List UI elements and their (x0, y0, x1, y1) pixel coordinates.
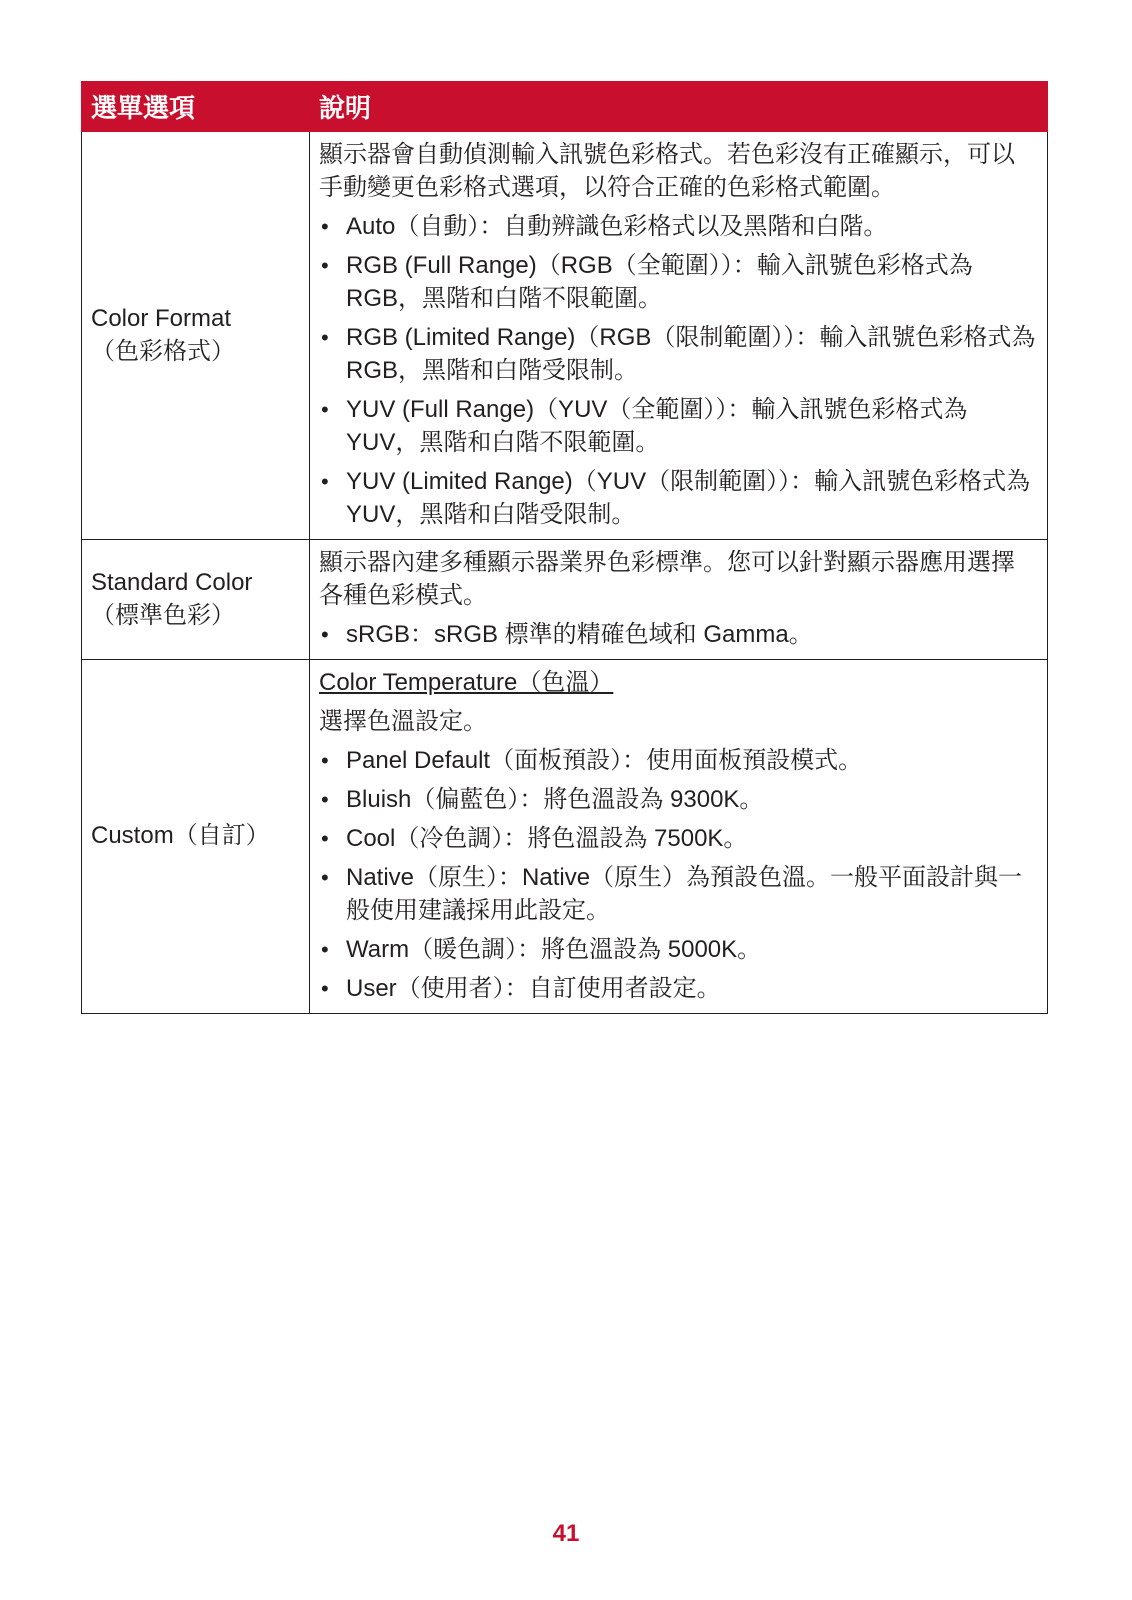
header-description: 說明 (310, 82, 1048, 132)
list-item-text: RGB (Full Range)（RGB（全範圍））：輸入訊號色彩格式為 RGB，黑階和白階不限範圍。 (346, 252, 973, 312)
bullet-icon: • (321, 976, 329, 1001)
description-intro: 顯示器內建多種顯示器業界色彩標準。您可以針對顯示器應用選擇各種色彩模式。 (319, 549, 1015, 609)
description-cell (310, 132, 1048, 540)
table-header-row (82, 82, 1048, 132)
list-item-text: Native（原生）：Native（原生）為預設色溫。一般平面設計與一般使用建議採用此設定。 (346, 864, 1023, 924)
list-item-text: sRGB：sRGB 標準的精確色域和 Gamma。 (346, 621, 813, 648)
table-row-color-format (82, 132, 1048, 540)
option-cell (82, 540, 310, 660)
option-list (319, 210, 1038, 531)
bullet-icon: • (321, 253, 329, 278)
list-item (319, 321, 1038, 387)
option-name-sub: （色彩格式） (91, 337, 235, 365)
list-item (319, 393, 1038, 459)
option-name: Color Format (91, 304, 232, 332)
list-item-text: Panel Default（面板預設）：使用面板預設模式。 (346, 747, 863, 774)
option-name-sub: （標準色彩） (91, 601, 235, 629)
list-item (319, 861, 1038, 927)
bullet-icon: • (321, 865, 329, 890)
bullet-icon: • (321, 214, 329, 239)
bullet-icon: • (321, 787, 329, 812)
list-item (319, 822, 1038, 855)
list-item-text: Auto（自動）：自動辨識色彩格式以及黑階和白階。 (346, 213, 888, 240)
list-item-text: Warm（暖色調）：將色溫設為 5000K。 (346, 936, 762, 963)
bullet-icon: • (321, 622, 329, 647)
list-item (319, 249, 1038, 315)
list-item (319, 618, 1038, 651)
list-item-text: User（使用者）：自訂使用者設定。 (346, 975, 721, 1002)
table-row-standard-color (82, 540, 1048, 660)
table-row-custom (82, 660, 1048, 1014)
bullet-icon: • (321, 937, 329, 962)
page-number: 41 (552, 1520, 580, 1547)
section-heading: Color Temperature（色溫） (319, 669, 614, 696)
bullet-icon: • (321, 397, 329, 422)
header-option: 選單選項 (82, 82, 310, 132)
option-list (319, 744, 1038, 1005)
list-item (319, 465, 1038, 531)
menu-options-table (81, 81, 1048, 1014)
option-list (319, 618, 1038, 651)
option-name: Custom（自訂） (91, 822, 270, 849)
list-item (319, 744, 1038, 777)
list-item (319, 210, 1038, 243)
bullet-icon: • (321, 469, 329, 494)
list-item-text: Cool（冷色調）：將色溫設為 7500K。 (346, 825, 748, 852)
list-item-text: RGB (Limited Range)（RGB（限制範圍））：輸入訊號色彩格式為 RGB，黑階和白階受限制。 (346, 324, 1036, 384)
list-item-text: Bluish（偏藍色）：將色溫設為 9300K。 (346, 786, 764, 813)
option-cell (82, 660, 310, 1014)
option-name: Standard Color (91, 568, 253, 596)
bullet-icon: • (321, 826, 329, 851)
option-cell (82, 132, 310, 540)
list-item (319, 783, 1038, 816)
description-cell (310, 660, 1048, 1014)
list-item (319, 972, 1038, 1005)
list-item (319, 933, 1038, 966)
list-item-text: YUV (Limited Range)（YUV（限制範圍））：輸入訊號色彩格式為 YUV，黑階和白階受限制。 (346, 468, 1031, 528)
bullet-icon: • (321, 748, 329, 773)
description-intro: 顯示器會自動偵測輸入訊號色彩格式。若色彩沒有正確顯示，可以手動變更色彩格式選項，以符合正確的色彩格式範圍。 (319, 141, 1015, 201)
list-item-text: YUV (Full Range)（YUV（全範圍））：輸入訊號色彩格式為 YUV，黑階和白階不限範圍。 (346, 396, 968, 456)
description-intro: 選擇色溫設定。 (319, 708, 487, 735)
bullet-icon: • (321, 325, 329, 350)
description-cell (310, 540, 1048, 660)
